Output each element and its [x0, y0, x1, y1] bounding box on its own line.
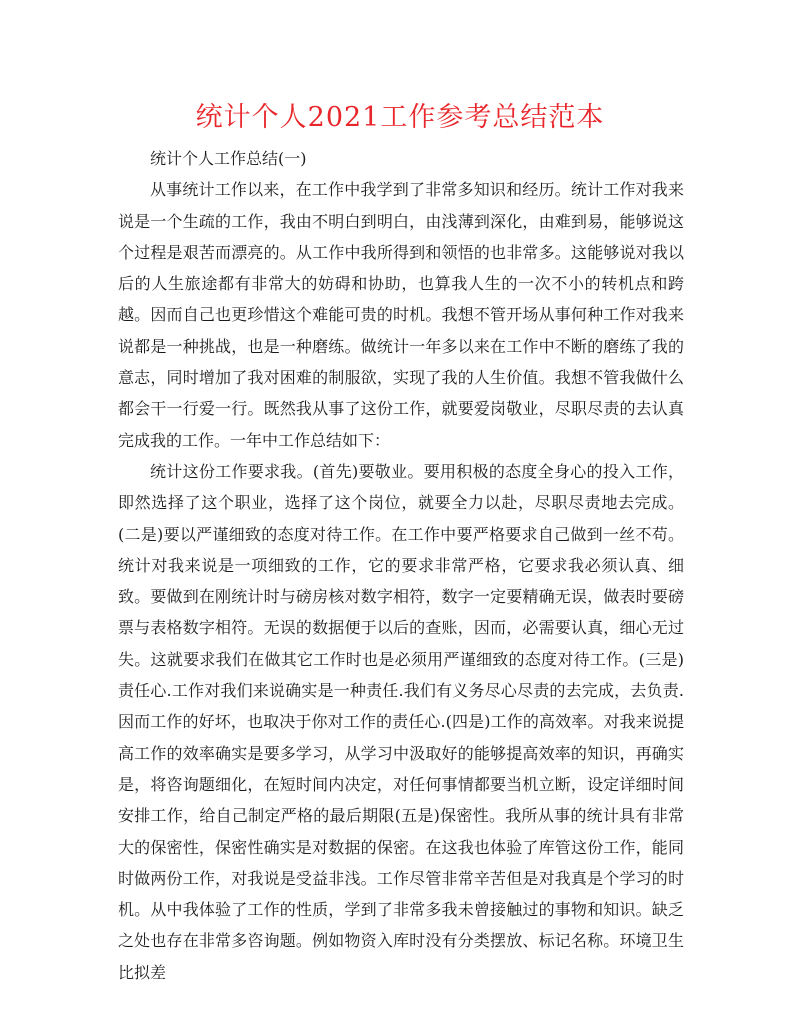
document-title: 统计个人2021工作参考总结范本 — [195, 102, 605, 133]
paragraph-1: 从事统计工作以来，在工作中我学到了非常多知识和经历。统计工作对我来说是一个生疏的工作，我由不明白到明白，由浅薄到深化，由难到易，能够说这个过程是艰苦而漂亮的。从工作中我所得到和领悟的也非常多。这能够说对我以后的人生旅途都有非常大的妨碍和协助，也算我人生的一次不小的转机点和跨越。因而自己也更珍惜这个难能可贵的时机。我想不管开场从事何种工作对我来说都是一种挑战，也是一种磨练。做统计一年多以来在工作中不断的磨练了我的意志，同时增加了我对困难的制服欲，实现了我的人生价值。我想不管我做什么都会干一行爱一行。既然我从事了这份工作，就要爱岗敬业，尽职尽责的去认真完成我的工作。一年中工作总结如下： — [118, 180, 684, 450]
paragraph-2: 统计这份工作要求我。(首先)要敬业。要用积极的态度全身心的投入工作，即然选择了这个职业，选择了这个岗位，就要全力以赴，尽职尽责地去完成。(二是)要以严谨细致的态度对待工作。在工作中要严格要求自己做到一丝不苟。统计对我来说是一项细致的工作，它的要求非常严格，它要求我必须认真、细致。要做到在刚统计时与磅房核对数字相符，数字一定要精确无误，做表时要磅票与表格数字相符。无误的数据便于以后的查账，因而，必需要认真，细心无过失。这就要求我们在做其它工作时也是必须用严谨细致的态度对待工作。(三是)责任心.工作对我们来说确实是一种责任.我们有义务尽心尽责的去完成，去负责.因而工作的好坏，也取决于你对工作的责任心.(四是)工作的高效率。对我来说提高工作的效率确实是要多学习，从学习中汲取好的能够提高效率的知识，再确实是，将咨询题细化，在短时间内决定，对任何事情都要当机立断，设定详细时间安排工作，给自己制定严格的最后期限(五是)保密性。我所从事的统计具有非常大的保密性，保密性确实是对数据的保密。在这我也体验了库管这份工作，能同时做两份工作，对我说是受益非浅。工作尽管非常辛苦但是对我真是个学习的时机。从中我体验了工作的性质，学到了非常多我未曾接触过的事物和知识。缺乏之处也存在非常多咨询题。例如物资入库时没有分类摆放、标记名称。环境卫生比拟差 — [118, 461, 684, 982]
document-body — [118, 143, 684, 988]
section-heading: 统计个人工作总结(一) — [150, 149, 307, 168]
